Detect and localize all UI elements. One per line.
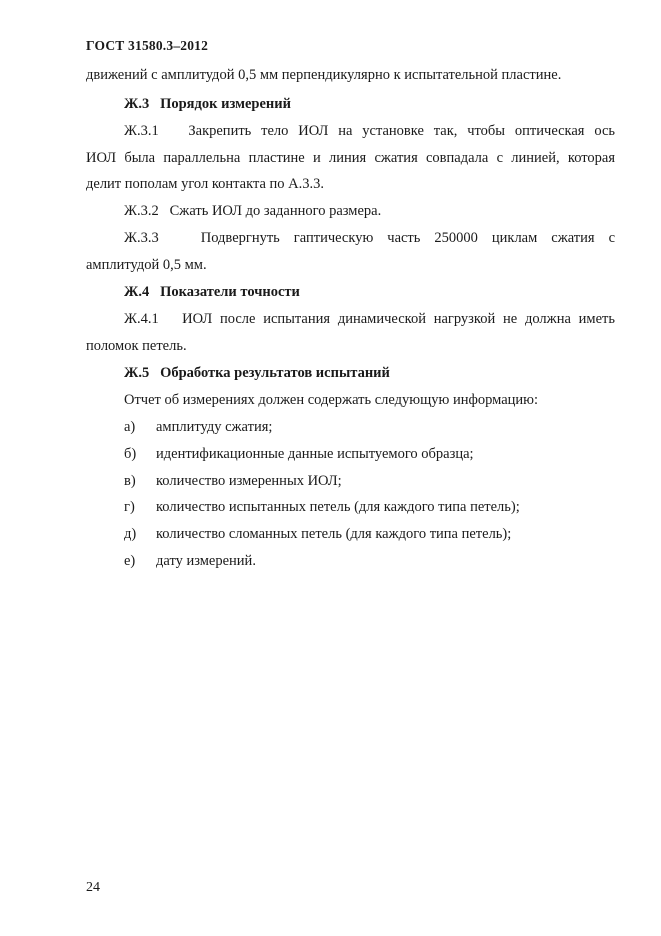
- intro-line: движений с амплитудой 0,5 мм перпендикулярно к испытательной пластине.: [86, 67, 562, 83]
- section-5-intro: Отчет об измерениях должен содержать следующую информацию:: [124, 392, 539, 408]
- section-3-heading: [124, 95, 291, 113]
- page-number: 24: [86, 880, 100, 895]
- list-item-text: количество измеренных ИОЛ;: [156, 473, 342, 489]
- paragraph-3-1-line-2: ИОЛ была параллельна пластине и линия сжатия совпадала с линией, которая: [86, 150, 615, 166]
- list-item-label: г): [124, 499, 135, 515]
- paragraph-3-2-text: Сжать ИОЛ до заданного размера.: [169, 203, 382, 219]
- paragraph-3-2: [124, 202, 381, 220]
- paragraph-3-3-line-2: амплитудой 0,5 мм.: [86, 257, 207, 273]
- list-item-label: д): [124, 526, 137, 542]
- paragraph-3-3-number: Ж.3.3: [124, 230, 159, 246]
- paragraph-4-1-text: ИОЛ после испытания динамической нагрузкой не должна иметь: [182, 311, 615, 327]
- paragraph-4-1-line-2: поломок петель.: [86, 338, 187, 354]
- paragraph-3-2-number: Ж.3.2: [124, 203, 159, 219]
- paragraph-3-3-text: Подвергнуть гаптическую часть 250000 циклам сжатия с: [200, 230, 616, 246]
- section-3-title: Порядок измерений: [160, 96, 291, 112]
- list-item-label: е): [124, 553, 136, 569]
- paragraph-3-1-line-1: [124, 122, 615, 140]
- paragraph-3-3-line-1: [124, 229, 615, 247]
- list-item-text: амплитуду сжатия;: [156, 419, 273, 435]
- list-item-text: дату измерений.: [156, 553, 256, 569]
- section-4-number: Ж.4: [124, 284, 150, 300]
- section-3-number: Ж.3: [124, 96, 150, 112]
- section-5-title: Обработка результатов испытаний: [160, 365, 390, 381]
- section-4-title: Показатели точности: [160, 284, 300, 300]
- paragraph-4-1-line-1: [124, 310, 615, 328]
- section-4-heading: [124, 283, 300, 301]
- list-item-text: количество сломанных петель (для каждого типа петель);: [156, 526, 512, 542]
- list-item-label: в): [124, 473, 136, 489]
- paragraph-3-1-text: Закрепить тело ИОЛ на установке так, чтобы оптическая ось: [188, 123, 616, 139]
- list-item-text: идентификационные данные испытуемого образца;: [156, 446, 474, 462]
- list-item-label: а): [124, 419, 136, 435]
- list-item-label: б): [124, 446, 137, 462]
- paragraph-4-1-number: Ж.4.1: [124, 311, 159, 327]
- paragraph-3-1-number: Ж.3.1: [124, 123, 159, 139]
- section-5-heading: [124, 364, 390, 382]
- list-item-text: количество испытанных петель (для каждого типа петель);: [156, 499, 520, 515]
- section-5-number: Ж.5: [124, 365, 150, 381]
- document-header: ГОСТ 31580.3–2012: [86, 38, 209, 53]
- paragraph-3-1-line-3: делит пополам угол контакта по А.3.3.: [86, 176, 325, 192]
